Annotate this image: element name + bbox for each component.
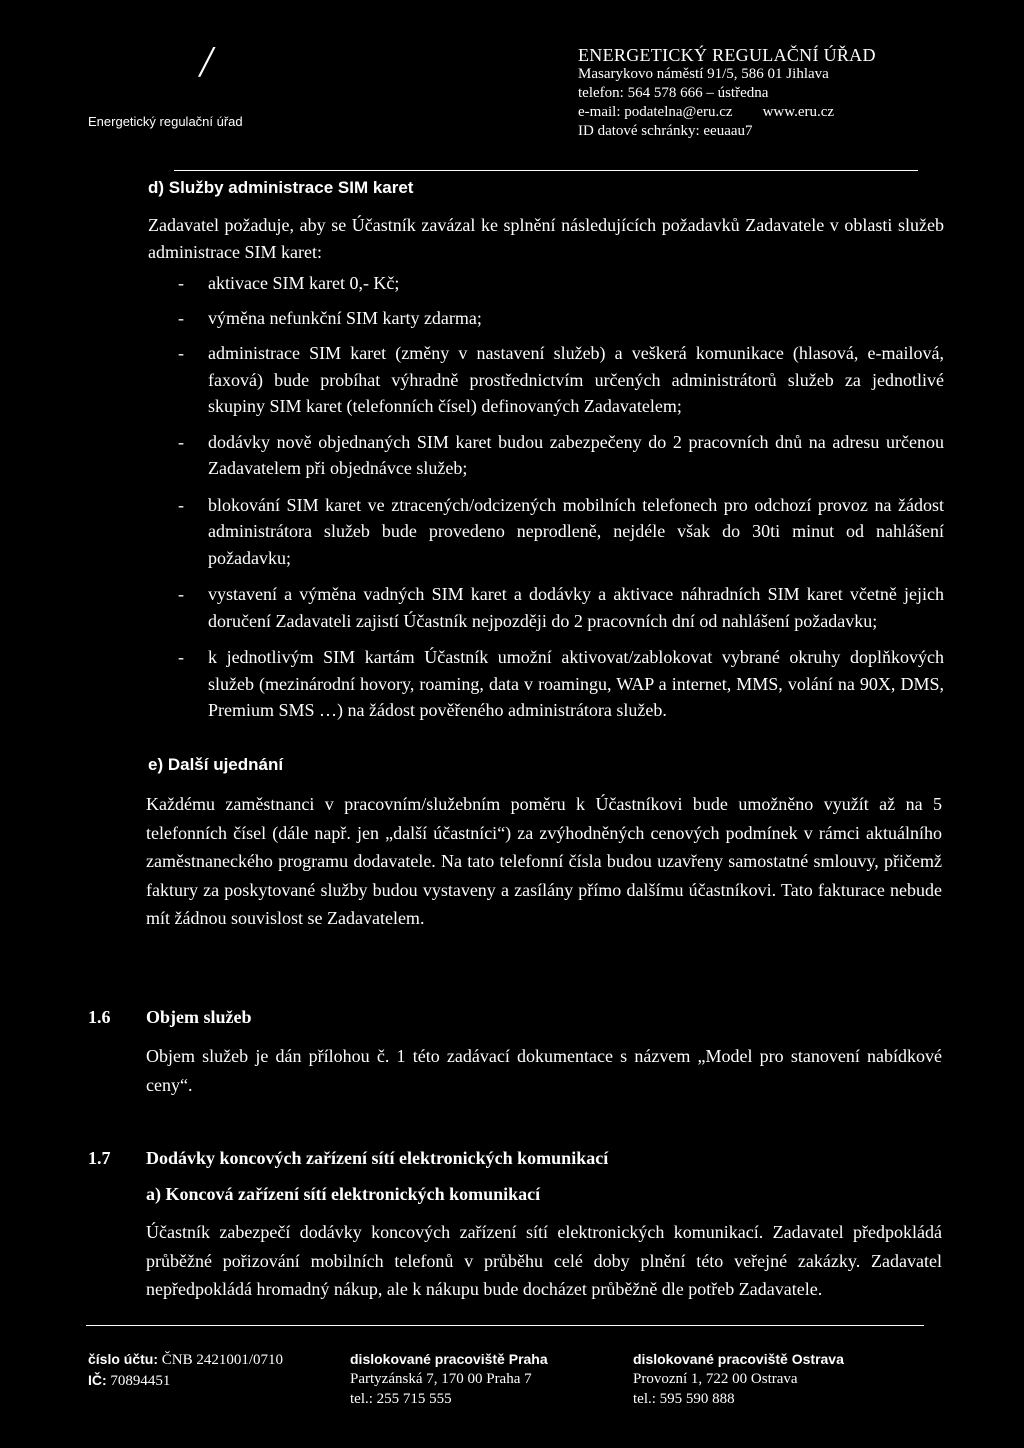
section-1-7-subheading: a) Koncová zařízení sítí elektronických komunikací xyxy=(146,1184,541,1204)
list-item-text: aktivace SIM karet 0,- Kč; xyxy=(208,273,400,293)
list-item xyxy=(178,581,944,634)
list-item xyxy=(178,644,944,724)
section-d-intro: Zadavatel požaduje, aby se Účastník zavázal ke splnění následujících požadavků Zadavatele v oblasti služeb administrace SIM karet: xyxy=(148,215,944,262)
account-label: číslo účtu: xyxy=(88,1351,159,1367)
section-1-6-number: 1.6 xyxy=(88,1007,111,1027)
section-e-heading: e) Další ujednání xyxy=(148,755,284,774)
dash-bullet: - xyxy=(178,273,184,293)
ostrava-title: dislokované pracoviště Ostrava xyxy=(633,1351,844,1367)
list-item-text: k jednotlivým SIM kartám Účastník umožní aktivovat/zablokovat vybrané okruhy doplňkových služeb (mezinárodní hovory, roaming, data v roamingu, WAP a internet, MMS, volání na 90X, DMS, Premium SMS …) na žádost pověřeného administrátora služeb. xyxy=(208,647,944,720)
ostrava-phone: tel.: 595 590 888 xyxy=(633,1391,735,1407)
dash-bullet: - xyxy=(178,431,184,452)
section-1-7-text: Účastník zabezpečí dodávky koncových zařízení sítí elektronických komunikací. Zadavatel předpokládá průběžné pořizování mobilních telefonů v průběhu celé doby plnění této veřejné zakázky. Zadavatel nepředpokládá hromadný nákup, ale k nákupu bude docházet průběžně dle potřeb Zadavatele. xyxy=(146,1222,942,1300)
list-item-text: vystavení a výměna vadných SIM karet a dodávky a aktivace náhradních SIM karet včetně jejich doručení Zadavateli zajistí Účastník nejpozději do 2 pracovních dní od nahlášení požadavku; xyxy=(208,584,944,631)
footer-ostrava-column xyxy=(633,1349,844,1409)
section-d-heading: d) Služby administrace SIM karet xyxy=(148,178,414,197)
dash-bullet: - xyxy=(178,307,184,328)
footer-ic xyxy=(88,1370,283,1391)
org-address: Masarykovo náměstí 91/5, 586 01 Jihlava xyxy=(578,66,829,82)
section-e-text: Každému zaměstnanci v pracovním/služebním poměru k Účastníkovi bude umožněno využít až na 5 telefonních čísel (dále např. jen „další účastníci“) za zvýhodněných cenových podmínek v rámci aktuálního zaměstnaneckého programu dodavatele. Na tato telefonní čísla budou uzavřeny samostatné smlouvy, přičemž faktury za poskytované služby budou vystaveny a zasílány přímo dalšímu účastníkovi. Tato fakturace nebude mít žádnou souvislost se Zadavatelem. xyxy=(146,794,942,929)
dash-bullet: - xyxy=(178,584,184,604)
section-d-list xyxy=(178,270,944,724)
praha-phone: tel.: 255 715 555 xyxy=(350,1391,452,1407)
list-item-text: administrace SIM karet (změny v nastavení služeb) a veškerá komunikace (hlasová, e-mailová, faxová) bude probíhat výhradně prostřednictvím určených administrátorů služeb za jednotlivé skupiny SIM karet (telefonních čísel) definovaných Zadavatelem; xyxy=(208,343,944,416)
org-contact-row xyxy=(578,103,876,122)
list-item xyxy=(178,270,944,297)
list-item-text: dodávky nově objednaných SIM karet budou zabezpečeny do 2 pracovních dnů na adresu určenou Zadavatelem při objednávce služeb; xyxy=(208,431,944,478)
header-divider xyxy=(174,170,918,171)
list-item xyxy=(178,340,944,420)
dash-bullet: - xyxy=(178,647,184,667)
dash-bullet: - xyxy=(178,494,184,515)
praha-title: dislokované pracoviště Praha xyxy=(350,1351,548,1367)
section-1-6-title: Objem služeb xyxy=(146,1007,252,1027)
list-item xyxy=(178,305,944,332)
dash-bullet: - xyxy=(178,343,184,363)
footer-praha-column xyxy=(350,1349,548,1409)
section-1-7-number: 1.7 xyxy=(88,1148,111,1168)
org-name: ENERGETICKÝ REGULAČNÍ ÚŘAD xyxy=(578,45,876,65)
ic-label: IČ: xyxy=(88,1372,107,1388)
office-name: Energetický regulační úřad xyxy=(88,114,243,129)
header-address-block xyxy=(578,46,876,141)
section-1-7-title: Dodávky koncových zařízení sítí elektronických komunikací xyxy=(146,1148,609,1168)
account-value: ČNB 2421001/0710 xyxy=(161,1352,284,1368)
org-databox: ID datové schránky: eeuaau7 xyxy=(578,123,753,139)
ostrava-address: Provozní 1, 722 00 Ostrava xyxy=(633,1371,798,1387)
footer-account xyxy=(88,1349,283,1370)
ic-value: 70894451 xyxy=(110,1373,171,1389)
praha-address: Partyzánská 7, 170 00 Praha 7 xyxy=(350,1371,532,1387)
footer-account-column xyxy=(88,1349,283,1391)
section-1-6-text: Objem služeb je dán přílohou č. 1 této zadávací dokumentace s názvem „Model pro stanovení nabídkové ceny“. xyxy=(146,1046,942,1095)
list-item-text: výměna nefunkční SIM karty zdarma; xyxy=(208,307,482,328)
footer-divider xyxy=(86,1325,924,1326)
list-item-text: blokování SIM karet ve ztracených/odcizených mobilních telefonech pro odchozí provoz na žádost administrátora služeb bude provedeno neprodleně, nejdéle však do 30ti minut od nahlášení požadavku; xyxy=(208,494,944,568)
list-item xyxy=(178,492,944,572)
org-email[interactable]: e-mail: podatelna@eru.cz xyxy=(578,104,733,120)
logo-mark: / xyxy=(200,37,213,86)
list-item xyxy=(178,429,944,482)
org-phone: telefon: 564 578 666 – ústředna xyxy=(578,85,769,101)
org-web[interactable]: www.eru.cz xyxy=(762,104,835,120)
